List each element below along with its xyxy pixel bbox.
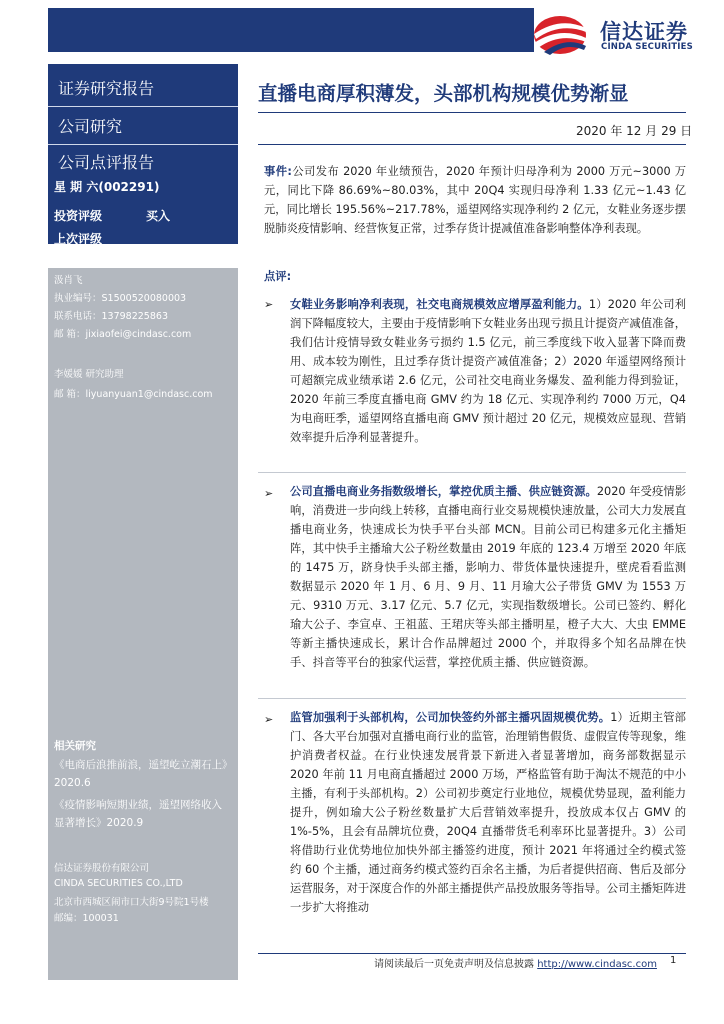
analyst-phone: 联系电话：13798225863 (54, 311, 168, 322)
logo-chinese-text: 信达证券 (600, 20, 688, 44)
bullet-arrow-icon: ➢ (264, 298, 274, 311)
sidebar-info-block (48, 268, 238, 980)
point-1-paragraph (290, 295, 686, 447)
company-english-name: CINDA SECURITIES CO.,LTD (54, 878, 183, 889)
rating-label: 投资评级 (54, 209, 103, 223)
point-3-paragraph (290, 708, 686, 917)
footer-text: 请阅读最后一页免责声明及信息披露 (374, 959, 534, 970)
footer-divider (258, 953, 686, 954)
prev-rating-label: 上次评级 (54, 232, 103, 246)
point-3-text: 1）近期主管部门、各大平台加强对直播电商行业的监管，治理销售假货、虚假宣传等现象，维护消费者权益。在行业快速发展背景下新进入者显著增加，商务部数据显示 2020 年前 11 月电商直播超过 2000 万场，严格监管有助于淘汰不规范的中小主播，有利于头部机构。2）公司初步奠定行业地位，规模优势显现，盈利能力提升，例如瑜大公子粉丝数量扩大后营销效率提升，投放成本仅占 GMV 的 1%-5%，且会有品牌坑位费，20Q4 直播带货毛利率环比显著提升。3）公司将借助行业优势地位加快外部主播签约进度，预计 2021 年将通过全约模式签约 60 个主播，通过商务约模式签约百余名主播，为后者提供招商、售后及部分运营服务，对于深度合作的外部主播提供产品投放服务等指导。公司主播矩阵进一步扩大将推动 (290, 711, 686, 914)
point-2-paragraph (290, 482, 686, 672)
sidebar-header-block (48, 64, 238, 244)
analyst-name: 汲肖飞 (54, 275, 83, 286)
section-divider (258, 698, 686, 699)
event-paragraph (264, 162, 686, 238)
event-text: 公司发布 2020 年业绩预告，2020 年预计归母净利为 2000 万元~3000 万元，同比下降 86.69%~80.03%，其中 20Q4 实现归母净利 1.33 亿元~1.43 亿元，同比增长 195.56%~217.78%，遥望网络实现净利约 2 亿元，女鞋业务逐步摆脱肺炎疫情影响、经营恢复正常，过季存货计提减值准备影响整体净利表现。 (264, 165, 686, 235)
title-divider (258, 112, 686, 113)
section-divider (258, 472, 686, 473)
logo-english-text: CINDA SECURITIES (601, 42, 693, 52)
bullet-arrow-icon: ➢ (264, 487, 274, 500)
date-divider (258, 144, 686, 145)
analyst-cert: 执业编号：S1500520080003 (54, 293, 187, 304)
point-2-heading: 公司直播电商业务指数级增长，掌控优质主播、供应链资源。 (290, 485, 597, 498)
cinda-logo-icon (530, 12, 590, 58)
report-type: 证券研究报告 (58, 79, 155, 98)
company-address: 北京市西城区闹市口大街9号院1号楼 (54, 897, 209, 908)
header-bar (48, 8, 534, 52)
report-category: 公司研究 (58, 117, 123, 136)
page-number: 1 (670, 955, 677, 966)
report-subcategory: 公司点评报告 (58, 153, 155, 172)
related-report-2: 《疫情影响短期业绩，遥望网络收入显著增长》2020.9 (54, 799, 222, 829)
point-3-heading: 监管加强利于头部机构，公司加快签约外部主播巩固规模优势。 (290, 711, 611, 724)
rating-value: 买入 (146, 209, 171, 223)
assistant-email: 邮 箱：liyuanyuan1@cindasc.com (54, 389, 213, 400)
sidebar-divider (48, 144, 238, 145)
company-ticker: 星 期 六(002291) (54, 180, 160, 194)
company-name: 信达证券股份有限公司 (54, 863, 150, 874)
point-1-heading: 女鞋业务影响净利表现，社交电商规模效应增厚盈利能力。 (290, 298, 589, 311)
assistant-name: 李媛媛 研究助理 (54, 369, 124, 380)
event-label: 事件: (264, 165, 292, 178)
footer-link[interactable]: http://www.cindasc.com (537, 959, 657, 970)
point-2-text: 2020 年受疫情影响，消费进一步向线上转移，直播电商行业交易规模快速放量，公司大力发展直播电商业务，快速成长为快手平台头部 MCN。目前公司已构建多元化主播矩阵，其中快手主播瑜大公子粉丝数量由 2019 年底的 123.4 万增至 2020 年底的 1475 万，跻身快手头部主播，影响力、带货体量快速提升，壁虎看看监测数据显示 2020 年 1 月、6 月、9 月、11 月瑜大公子带货 GMV 为 1553 万元、9310 万元、3.17 亿元、5.7 亿元，实现指数级增长。公司已签约、孵化瑜大公子、李宣卓、王祖蓝、王珺庆等头部主播明星，橙子大大、大虫 EMME 等新主播快速成长，累计合作品牌超过 2000 个，并取得多个知名品牌在快手、抖音等平台的独家代运营，掌控优质主播、供应链资源。 (290, 485, 686, 669)
company-postcode: 邮编：100031 (54, 913, 119, 924)
related-title: 相关研究 (54, 740, 96, 752)
point-1-text: 1）2020 年公司利润下降幅度较大，主要由于疫情影响下女鞋业务出现亏损且计提资产减值准备，我们估计疫情导致女鞋业务亏损约 1.5 亿元，前三季度线下收入显著下降而费用、成本较为刚性，且过季存货计提资产减值准备；2）2020 年遥望网络预计可超额完成业绩承诺 2.6 亿元，公司社交电商业务爆发、盈利能力得到验证，2020 年前三季度直播电商 GMV 约为 18 亿元、实现净利约 7000 万元，Q4 为电商旺季，遥望网络直播电商 GMV 预计超过 20 亿元，规模效应显现、营销效率提升后净利显著提升。 (290, 298, 686, 444)
related-report-1: 《电商后浪推前浪，遥望屹立潮石上》2020.6 (54, 759, 228, 789)
page-title: 直播电商厚积薄发，头部机构规模优势渐显 (258, 82, 629, 105)
footer-disclaimer (374, 955, 657, 970)
analyst-email: 邮 箱：jixiaofei@cindasc.com (54, 329, 192, 340)
sidebar-divider (48, 106, 238, 107)
comment-label: 点评: (264, 270, 292, 283)
bullet-arrow-icon: ➢ (264, 713, 274, 726)
report-date: 2020 年 12 月 29 日 (576, 124, 693, 138)
